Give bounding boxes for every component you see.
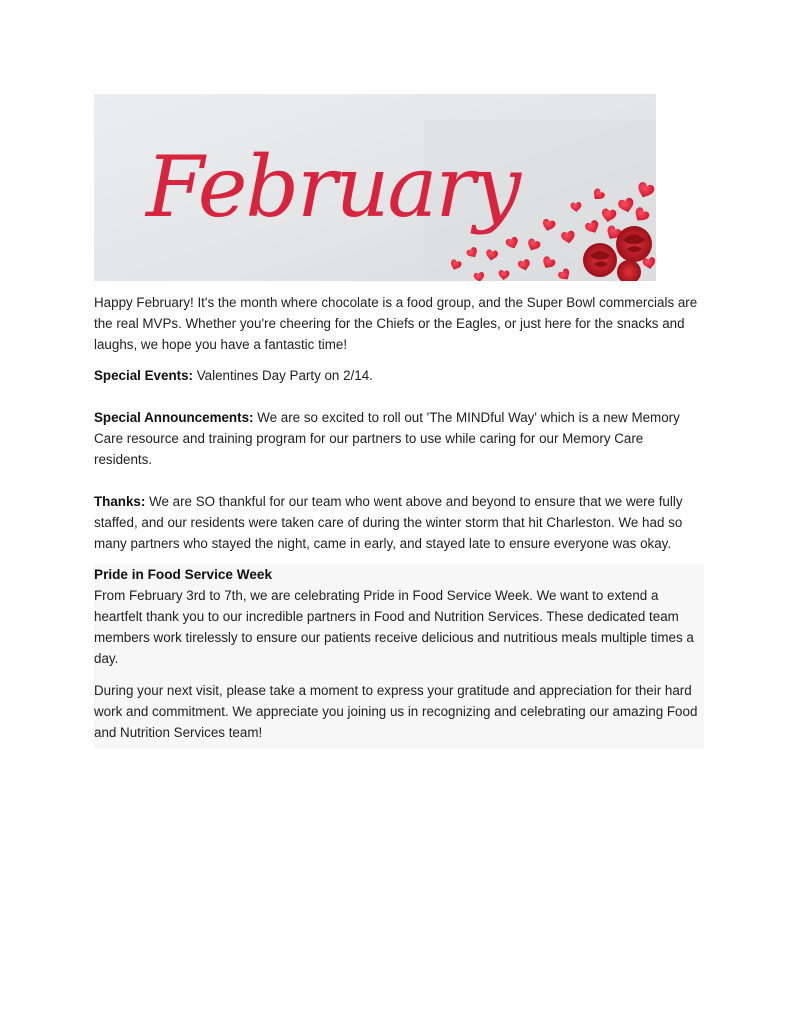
pride-paragraph-2: During your next visit, please take a moment to express your gratitude and appreciation for their hard work and commitment. We appreciate you joining us in recognizing and celebrating our amazing Food and Nutrition Services team! [94,683,698,740]
pride-in-food-service-section [94,564,704,749]
special-events-text: Valentines Day Party on 2/14. [193,368,373,383]
banner-title-text: February [146,138,520,236]
special-events-paragraph [94,365,704,386]
banner-artwork [94,94,656,281]
thanks-text: We are SO thankful for our team who went above and beyond to ensure that we were fully staffed, and our residents were taken care of during the winter storm that hit Charleston. We had so many partners who stayed the night, came in early, and stayed late to ensure everyone was okay. [94,494,683,551]
thanks-label: Thanks: [94,494,146,509]
intro-paragraph: Happy February! It's the month where chocolate is a food group, and the Super Bowl commercials are the real MVPs. Whether you're cheering for the Chiefs or the Eagles, or just here for the snacks and laughs, we hope you have a fantastic time! [94,295,698,352]
february-banner [94,94,656,281]
pride-section-title: Pride in Food Service Week [94,567,273,582]
special-announcements-text: We are so excited to roll out 'The MINDful Way' which is a new Memory Care resource and training program for our partners to use while caring for our Memory Care residents. [94,410,680,467]
special-announcements-label: Special Announcements: [94,410,254,425]
thanks-paragraph [94,491,704,554]
newsletter-body [94,292,704,749]
special-events-label: Special Events: [94,368,193,383]
special-announcements-paragraph [94,407,704,470]
pride-paragraph-1: From February 3rd to 7th, we are celebrating Pride in Food Service Week. We want to extend a heartfelt thank you to our incredible partners in Food and Nutrition Services. These dedicated team members work tirelessly to ensure our patients receive delicious and nutritious meals multiple times a day. [94,588,694,666]
